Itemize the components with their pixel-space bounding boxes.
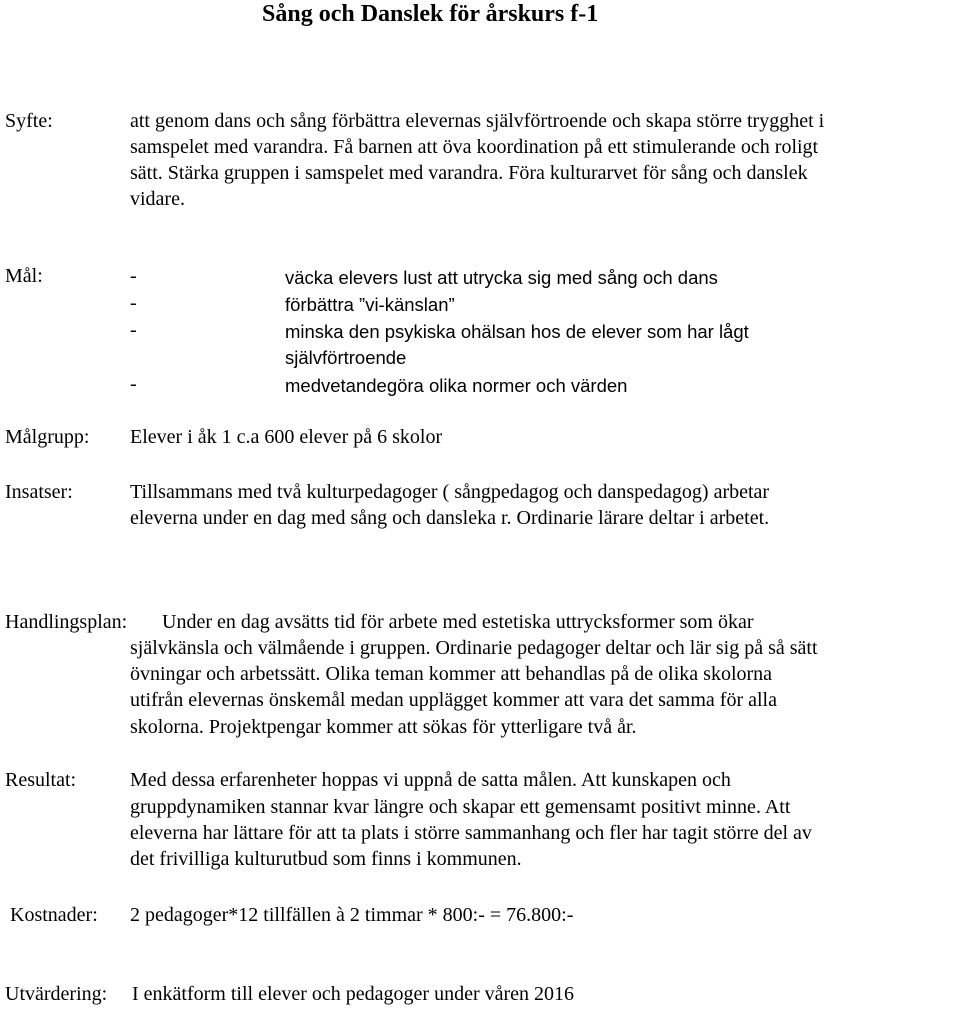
insatser-line: eleverna under en dag med sång och dansleka r. Ordinarie lärare deltar i arbetet. xyxy=(130,507,770,529)
utvardering-label: Utvärdering: xyxy=(5,983,108,1005)
resultat-line: det frivilliga kulturutbud som finns i kommunen. xyxy=(130,848,522,870)
handlingsplan-line: övningar och arbetssätt. Olika teman kommer att behandlas på de olika skolorna xyxy=(130,663,773,685)
malgrupp-label: Målgrupp: xyxy=(5,426,90,448)
handlingsplan-line: Under en dag avsätts tid för arbete med estetiska uttrycksformer som ökar xyxy=(162,611,754,633)
handlingsplan-line: skolorna. Projektpengar kommer att sökas för ytterligare två år. xyxy=(130,716,637,738)
mal-item-continuation: självförtroende xyxy=(285,347,407,368)
mal-dash: - xyxy=(130,265,137,287)
handlingsplan-label: Handlingsplan: xyxy=(5,611,128,633)
mal-label: Mål: xyxy=(5,265,43,287)
handlingsplan-line: utifrån elevernas önskemål medan upplägget kommer att vara det samma för alla xyxy=(130,689,777,711)
kostnader-label: Kostnader: xyxy=(10,904,98,926)
mal-dash: - xyxy=(130,292,137,314)
syfte-line: att genom dans och sång förbättra elevernas självförtroende och skapa större trygghet i xyxy=(130,110,825,132)
utvardering-text: I enkätform till elever och pedagoger under våren 2016 xyxy=(132,983,575,1005)
syfte-line: sätt. Stärka gruppen i samspelet med varandra. Föra kulturarvet för sång och danslek xyxy=(130,162,808,184)
mal-dash: - xyxy=(130,373,137,395)
syfte-label: Syfte: xyxy=(5,110,53,132)
mal-dash: - xyxy=(130,319,137,341)
syfte-line: samspelet med varandra. Få barnen att öva koordination på ett stimulerande och roligt xyxy=(130,136,819,158)
handlingsplan-line: självkänsla och välmående i gruppen. Ordinarie pedagoger deltar och lär sig på så sätt xyxy=(130,637,818,659)
resultat-label: Resultat: xyxy=(5,769,77,791)
mal-item: minska den psykiska ohälsan hos de elever som har lågt xyxy=(285,321,749,342)
malgrupp-text: Elever i åk 1 c.a 600 elever på 6 skolor xyxy=(130,426,443,448)
insatser-label: Insatser: xyxy=(5,481,73,503)
page-title: Sång och Danslek för årskurs f-1 xyxy=(262,1,599,27)
kostnader-text: 2 pedagoger*12 tillfällen à 2 timmar * 800:- = 76.800:- xyxy=(130,904,574,926)
mal-item: väcka elevers lust att utrycka sig med sång och dans xyxy=(285,267,718,288)
mal-item: medvetandegöra olika normer och värden xyxy=(285,375,628,396)
insatser-line: Tillsammans med två kulturpedagoger ( sångpedagog och danspedagog) arbetar xyxy=(130,481,770,503)
mal-item: förbättra ”vi-känslan” xyxy=(285,294,455,315)
resultat-line: gruppdynamiken stannar kvar längre och skapar ett gemensamt positivt minne. Att xyxy=(130,796,791,818)
resultat-line: eleverna har lättare för att ta plats i större sammanhang och fler har tagit större del av xyxy=(130,822,812,844)
syfte-line: vidare. xyxy=(130,188,185,210)
resultat-line: Med dessa erfarenheter hoppas vi uppnå de satta målen. Att kunskapen och xyxy=(130,769,731,791)
